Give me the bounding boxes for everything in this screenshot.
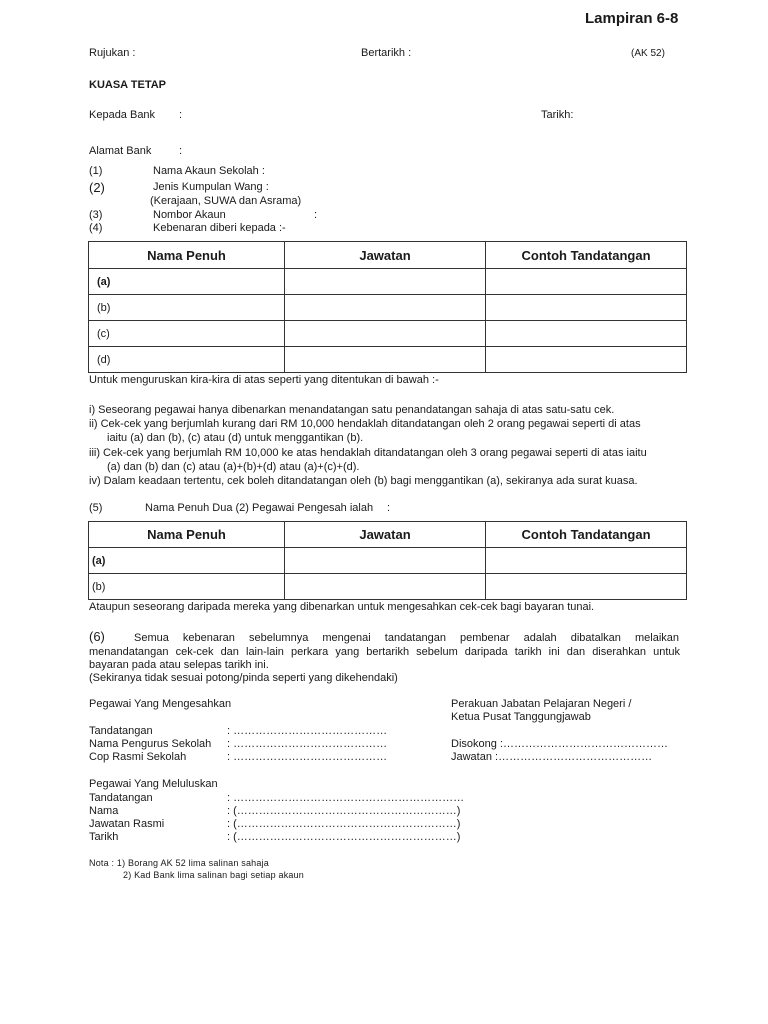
item-6-line-2: menandatangan cek-cek dan lain-lain perkara yang bertarikh sebelum daripada tarikh ini dan diserahkan untuk (89, 646, 680, 658)
approve-date-field[interactable]: : (……………………………………………………) (227, 831, 461, 843)
approve-signature-field[interactable]: : ……………………………………………………… (227, 792, 465, 804)
reference-label: Rujukan : (89, 47, 136, 59)
item-2-label: Jenis Kumpulan Wang : (153, 181, 269, 193)
rule-line: i) Seseorang pegawai hanya dibenarkan menandatangan satu penandatangan sahaja di atas satu-satu cek. (89, 404, 615, 416)
item-1-label: Nama Akaun Sekolah : (153, 165, 265, 177)
state-dept-line-1: Perakuan Jabatan Pelajaran Negeri / (451, 698, 632, 710)
approve-signature-label: Tandatangan (89, 792, 153, 804)
signature-cell[interactable] (486, 574, 687, 600)
state-position-field[interactable]: Jawatan :…………………………………… (451, 751, 653, 763)
item-3-colon: : (314, 209, 318, 221)
form-title: KUASA TETAP (89, 79, 166, 91)
signature-cell[interactable] (486, 295, 687, 321)
position-cell[interactable] (285, 574, 486, 600)
school-stamp-field[interactable]: : …………………………………… (227, 751, 388, 763)
table-row (89, 295, 687, 321)
position-cell[interactable] (285, 548, 486, 574)
column-header-position: Jawatan (285, 522, 486, 548)
signature-cell[interactable] (486, 347, 687, 373)
certifying-officers-table (88, 521, 687, 600)
school-stamp-label: Cop Rasmi Sekolah (89, 751, 187, 763)
item-6-line-1: Semua kebenaran sebelumnya mengenai tandatangan pembenar adalah dibatalkan melaikan (134, 632, 679, 644)
bank-address-colon: : (179, 145, 183, 157)
item-1-number: (1) (89, 165, 103, 177)
supported-by-field[interactable]: Disokong :……………………………………… (451, 738, 668, 750)
form-code: (AK 52) (631, 48, 665, 59)
verifying-officer-title: Pegawai Yang Mengesahkan (89, 698, 232, 710)
item-5-label: Nama Penuh Dua (2) Pegawai Pengesah ialah (145, 502, 374, 514)
item-4-label: Kebenaran diberi kepada :- (153, 222, 286, 234)
note-line-1: Nota : 1) Borang AK 52 lima salinan sahaja (89, 858, 270, 868)
rule-line: iv) Dalam keadaan tertentu, cek boleh ditandatangan oleh (b) bagi menggantikan (a), sekiranya ada surat kuasa. (89, 475, 638, 487)
row-label: (b) (89, 574, 285, 600)
bank-address-label: Alamat Bank (89, 145, 152, 157)
rules-intro: Untuk menguruskan kira-kira di atas seperti yang ditentukan di bawah :- (89, 374, 439, 386)
row-label: (a) (89, 269, 285, 295)
table-row (89, 321, 687, 347)
table-row (89, 574, 687, 600)
approving-officer-title: Pegawai Yang Meluluskan (89, 778, 218, 790)
row-label: (c) (89, 321, 285, 347)
rule-line: ii) Cek-cek yang berjumlah kurang dari RM 10,000 hendaklah ditandatangan oleh 2 orang pegawai seperti di atas (89, 418, 641, 430)
signature-field[interactable]: : …………………………………… (227, 725, 388, 737)
rule-line: (a) dan (b) dan (c) atau (a)+(b)+(d) atau (a)+(c)+(d). (107, 461, 360, 473)
signature-label: Tandatangan (89, 725, 153, 737)
signature-cell[interactable] (486, 548, 687, 574)
signature-cell[interactable] (486, 269, 687, 295)
item-5-number: (5) (89, 502, 103, 514)
row-label: (d) (89, 347, 285, 373)
row-label: (a) (89, 548, 285, 574)
state-dept-line-2: Ketua Pusat Tanggungjawab (451, 711, 591, 723)
item-5-colon: : (387, 502, 391, 514)
dated-label: Bertarikh : (361, 47, 412, 59)
item-6-line-3: bayaran pada atau selepas tarikh ini. (89, 659, 269, 671)
approve-date-label: Tarikh (89, 831, 119, 843)
rule-line: iaitu (a) dan (b), (c) atau (d) untuk menggantikan (b). (107, 432, 364, 444)
item-3-number: (3) (89, 209, 103, 221)
column-header-sample-signature: Contoh Tandatangan (486, 242, 687, 269)
item-2-sublabel: (Kerajaan, SUWA dan Asrama) (150, 195, 302, 207)
date-label: Tarikh: (541, 109, 574, 121)
position-cell[interactable] (285, 321, 486, 347)
table-row (89, 548, 687, 574)
rule-line: iii) Cek-cek yang berjumlah RM 10,000 ke atas hendaklah ditandatangan oleh 3 orang pegawai seperti di atas iaitu (89, 447, 647, 459)
row-label: (b) (89, 295, 285, 321)
principal-name-field[interactable]: : …………………………………… (227, 738, 388, 750)
table-row (89, 347, 687, 373)
position-cell[interactable] (285, 347, 486, 373)
column-header-full-name: Nama Penuh (89, 522, 285, 548)
authorized-signatories-table (88, 241, 687, 373)
approve-name-label: Nama (89, 805, 119, 817)
principal-name-label: Nama Pengurus Sekolah (89, 738, 212, 750)
official-position-label: Jawatan Rasmi (89, 818, 165, 830)
item-4-number: (4) (89, 222, 103, 234)
item-2-number: (2) (89, 180, 105, 195)
item-3-label: Nombor Akaun (153, 209, 226, 221)
column-header-sample-signature: Contoh Tandatangan (486, 522, 687, 548)
attachment-label: Lampiran 6-8 (585, 10, 679, 27)
position-cell[interactable] (285, 295, 486, 321)
column-header-position: Jawatan (285, 242, 486, 269)
table-row (89, 269, 687, 295)
column-header-full-name: Nama Penuh (89, 242, 285, 269)
signature-cell[interactable] (486, 321, 687, 347)
note-line-2: 2) Kad Bank lima salinan bagi setiap akaun (123, 870, 305, 880)
position-cell[interactable] (285, 269, 486, 295)
table2-note: Ataupun seseorang daripada mereka yang dibenarkan untuk mengesahkan cek-cek bagi bayaran tunai. (89, 601, 595, 613)
item-6-line-4: (Sekiranya tidak sesuai potong/pinda seperti yang dikehendaki) (89, 672, 398, 684)
bank-label: Kepada Bank (89, 109, 156, 121)
official-position-field[interactable]: : (……………………………………………………) (227, 818, 461, 830)
approve-name-field[interactable]: : (……………………………………………………) (227, 805, 461, 817)
bank-colon: : (179, 109, 183, 121)
item-6-number: (6) (89, 629, 105, 644)
